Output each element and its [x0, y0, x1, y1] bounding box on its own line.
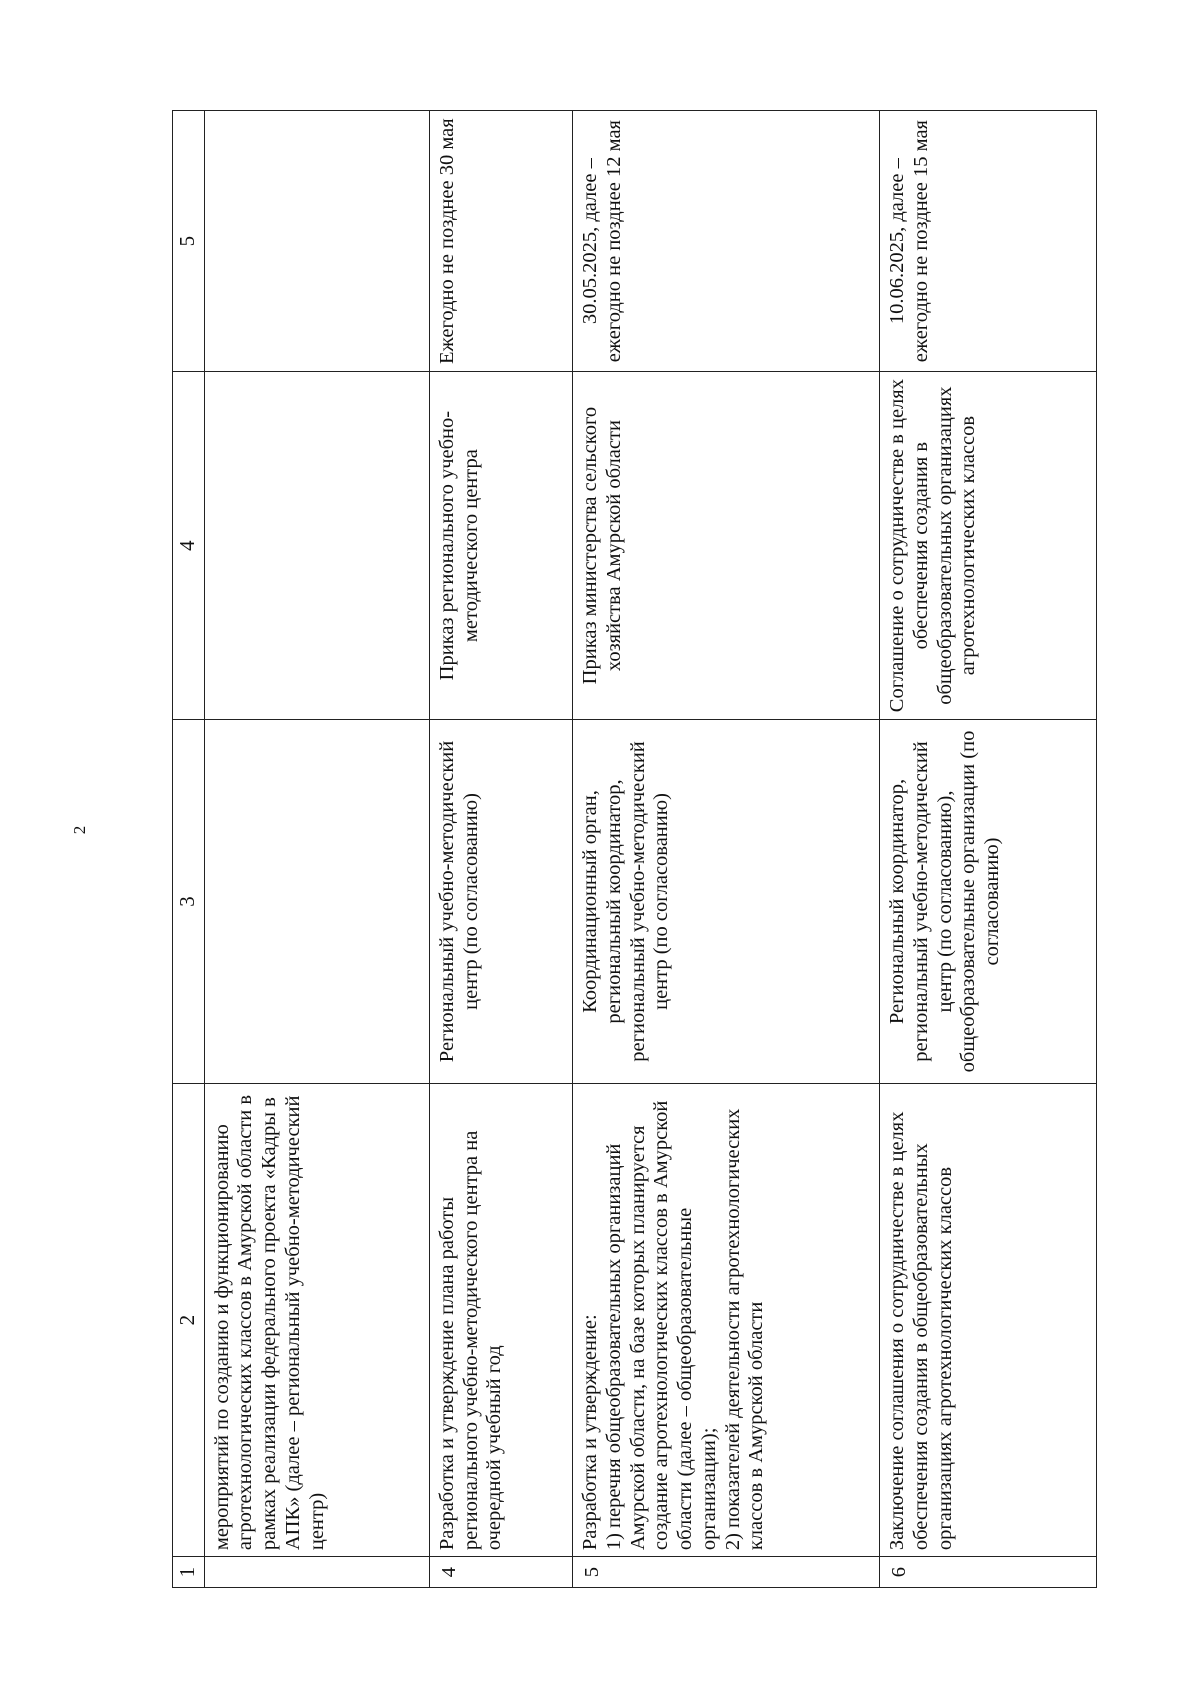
table-row	[429, 111, 572, 1588]
header-col-4: 4	[173, 372, 205, 720]
table-row	[880, 111, 1097, 1588]
responsible-cell: Региональный учебно-методический центр (по согласованию)	[429, 719, 572, 1083]
responsible-cell: Координационный орган, региональный координатор, региональный учебно-методический центр (по согласованию)	[573, 719, 880, 1083]
deadline-cell: 30.05.2025, далее – ежегодно не позднее 12 мая	[573, 111, 880, 372]
responsible-cell	[204, 719, 429, 1083]
event-cell: Разработка и утверждение плана работы регионального учебно-методического центра на очередной учебный год	[429, 1084, 572, 1557]
deadline-cell	[204, 111, 429, 372]
plan-table	[172, 110, 1097, 1588]
row-number: 5	[573, 1557, 880, 1588]
plan-table-container	[172, 110, 1097, 1588]
header-col-2: 2	[173, 1084, 205, 1557]
table-row	[573, 111, 880, 1588]
table-header-row	[173, 111, 205, 1588]
deadline-cell: Ежегодно не позднее 30 мая	[429, 111, 572, 372]
header-col-5: 5	[173, 111, 205, 372]
event-cell: мероприятий по созданию и функционированию агротехнологических классов в Амурской области в рамках реализации федерального проекта «Кадры в АПК» (далее – региональный учебно-методический центр)	[204, 1084, 429, 1557]
row-number	[204, 1557, 429, 1588]
document-cell: Приказ министерства сельского хозяйства Амурской области	[573, 372, 880, 720]
responsible-cell: Региональный координатор, региональный учебно-методический центр (по согласованию), общеобразовательные организации (по согласованию)	[880, 719, 1097, 1083]
document-cell: Приказ регионального учебно-методического центра	[429, 372, 572, 720]
table-row	[204, 111, 429, 1588]
document-cell: Соглашение о сотрудничестве в целях обеспечения создания в общеобразовательных организациях агротехнологических классов	[880, 372, 1097, 720]
event-cell: Заключение соглашения о сотрудничестве в целях обеспечения создания в общеобразовательных организациях агротехнологических классов	[880, 1084, 1097, 1557]
header-col-1: 1	[173, 1557, 205, 1588]
row-number: 4	[429, 1557, 572, 1588]
header-col-3: 3	[173, 719, 205, 1083]
row-number: 6	[880, 1557, 1097, 1588]
document-cell	[204, 372, 429, 720]
deadline-cell: 10.06.2025, далее – ежегодно не позднее 15 мая	[880, 111, 1097, 372]
event-cell: Разработка и утверждение: 1) перечня общеобразовательных организаций Амурской области, на базе которых планируется создание агротехнологических классов в Амурской области (далее – общеобразовательные организации); 2) показателей деятельности агротехнологических классов в Амурской области	[573, 1084, 880, 1557]
page-number: 2	[70, 825, 89, 835]
